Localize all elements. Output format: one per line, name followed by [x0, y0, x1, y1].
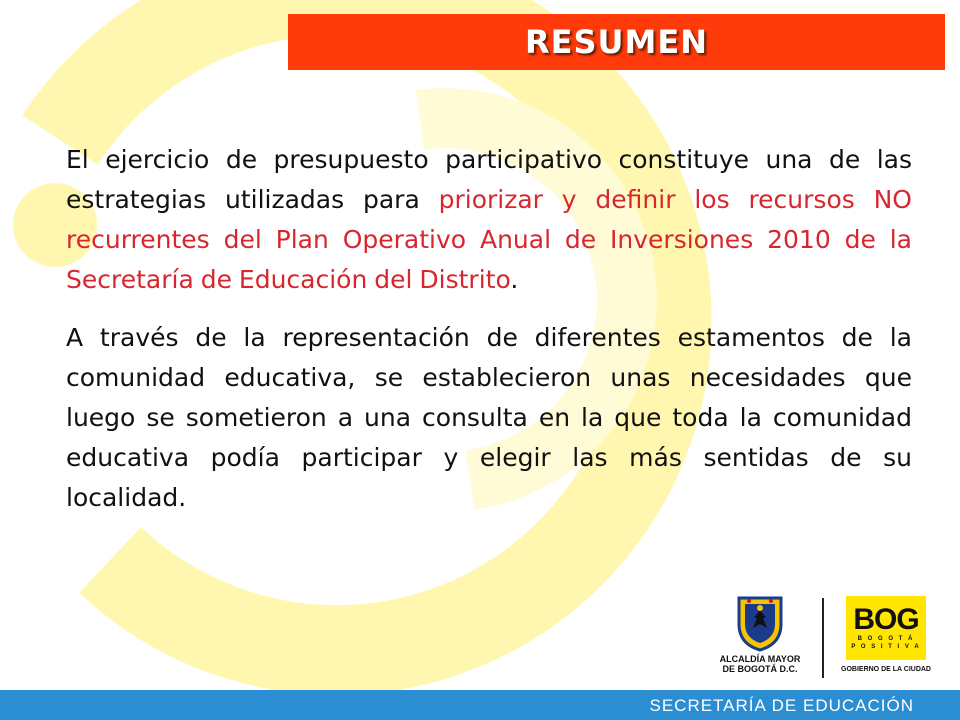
coat-of-arms-icon [735, 594, 785, 652]
highlight-segment: priorizar y definir los recursos NO recurrentes del Plan Operativo Anual de Inversiones 2010 de la Secretaría de Educación del Distrito [66, 185, 912, 294]
title-bar [288, 14, 945, 70]
logo-divider [822, 598, 824, 678]
text-segment: A través de la representación de diferentes estamentos de la comunidad educativa, se establecieron unas necesidades que luego se sometieron a una consulta en la que toda la comunidad educativa podía participar y elegir las más sentidas de su localidad. [66, 323, 912, 512]
footer-label: SECRETARÍA DE EDUCACIÓN [649, 696, 914, 715]
bog-subline-2: P O S I T I V A [851, 644, 921, 650]
bog-logo [838, 596, 934, 684]
body-content [66, 140, 912, 536]
bog-badge [846, 596, 926, 660]
bog-subline-1: B O G O T Á [857, 636, 915, 642]
alcaldia-line2: DE BOGOTÁ D.C. [722, 664, 798, 674]
paragraph-2 [66, 318, 912, 518]
bog-wordmark: BOG [853, 603, 919, 636]
page-title: RESUMEN [524, 23, 708, 61]
alcaldia-line1: ALCALDÍA MAYOR [719, 654, 801, 664]
footer-bar [0, 690, 960, 720]
logos [700, 594, 940, 686]
text-segment: El ejercicio de presupuesto participativo constituye una de las estrategias utilizadas para [66, 145, 912, 214]
text-segment: . [510, 265, 519, 294]
paragraph-1 [66, 140, 912, 300]
alcaldia-logo [714, 594, 806, 686]
bog-caption: GOBIERNO DE LA CIUDAD [841, 666, 931, 673]
